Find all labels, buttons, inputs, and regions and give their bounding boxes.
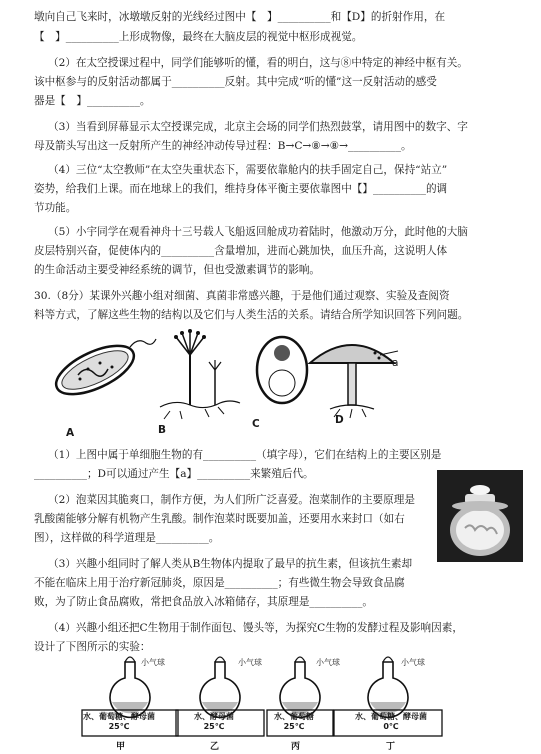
- penicillium-drawing: [160, 329, 240, 419]
- label-B: B: [158, 424, 167, 436]
- text-line: 【 】__________上形成物像，最终在大脑皮层的视觉中枢形成视觉。: [34, 31, 363, 43]
- text-line: （2）在太空授课过程中，同学们能够听的懂，看的明白，这与⑧中特定的神经中枢有关。: [48, 57, 468, 69]
- text-line: 该中枢参与的反射活动都属于__________反射。其中完成“听的懂”这一反射活动的感受: [34, 76, 437, 88]
- question-heading: 30.（8分）某课外兴趣小组对细菌、真菌非常感兴趣，于是他们通过观察、实验及查阅资: [34, 290, 450, 302]
- text-line: （3）当看到屏幕显示太空授课完成，北京主会场的同学们热烈鼓掌，请用图中的数字、字: [48, 121, 468, 133]
- text-line: （1）上图中属于单细胞生物的有__________（填字母），它们在结构上的主要区别是: [48, 449, 442, 461]
- yeast-drawing: [257, 337, 307, 403]
- label-C: C: [252, 418, 260, 430]
- flask-contents: 水、葡萄糖、酵母菌 25℃: [83, 712, 155, 731]
- text-line: （3）兴趣小组同时了解人类从B生物体内提取了最早的抗生素，但该抗生素却: [48, 558, 413, 570]
- text-line: （4）兴趣小组还把C生物用于制作面包、馒头等，为探究C生物的发酵过程及影响因素，: [48, 622, 463, 634]
- text-line: 图），这样做的科学道理是__________。: [34, 532, 220, 544]
- kimchi-jar-photo: [437, 470, 523, 562]
- balloon-label: 小气球: [316, 658, 340, 667]
- text-line: 母及箭头写出这一反射所产生的神经冲动传导过程：B→C→⑧→⑧→__________。: [34, 140, 412, 152]
- mushroom-drawing: [310, 345, 398, 418]
- text-line: 节功能。: [34, 202, 77, 214]
- flask-name: 甲: [116, 742, 126, 752]
- text-line: （2）泡菜因其脆爽口，制作方便，为人们所广泛喜爱。泡菜制作的主要原理是: [48, 494, 415, 506]
- text-line: __________；D可以通过产生【a】__________来繁殖后代。: [34, 468, 314, 480]
- balloon-label: 小气球: [401, 658, 425, 667]
- flask-contents: 水、葡萄糖 25℃: [274, 712, 314, 731]
- flask-name: 丙: [291, 742, 301, 752]
- label-D: D: [335, 414, 344, 426]
- text-line: 料等方式，了解这些生物的结构以及它们与人类生活的关系。请结合所学知识回答下列问题。: [34, 309, 469, 321]
- flask-contents: 水、酵母菌 25℃: [194, 712, 234, 731]
- text-line: 墩向自己飞来时，冰墩墩反射的光线经过图中【 】__________和【D】的折射作用，在: [34, 11, 446, 23]
- text-line: 姿势，给我们上课。而在地球上的我们，维持身体平衡主要依靠图中【】__________的调: [34, 183, 448, 195]
- balloon-label: 小气球: [238, 658, 262, 667]
- text-line: 皮层特别兴奋，促使体内的__________含量增加，进而心跳加快，血压升高，这说明人体: [34, 245, 448, 257]
- text-line: 的生命活动主要受神经系统的调节，但也受激素调节的影响。: [34, 264, 321, 276]
- text-line: 设计了下图所示的实验：: [34, 641, 151, 653]
- flask-contents: 水、葡萄糖、酵母菌 0℃: [355, 712, 427, 731]
- bacterium-drawing: [49, 336, 156, 404]
- text-line: 器是【 】__________。: [34, 95, 151, 107]
- text-line: （4）三位“太空教师”在太空失重状态下，需要依靠舱内的扶手固定自己，保持“站立”: [48, 164, 448, 176]
- flask-name: 丁: [386, 742, 396, 752]
- text-line: 不能在临床上用于治疗新冠肺炎，原因是__________；有些微生物会导致食品腐: [34, 577, 405, 589]
- label-A: A: [66, 427, 75, 439]
- flask-name: 乙: [210, 742, 220, 752]
- label-a: a: [392, 357, 399, 369]
- text-line: （5）小宇同学在观看神舟十三号载人飞船返回舱成功着陆时，他激动万分，此时他的大脑: [48, 226, 468, 238]
- text-line: 败，为了防止食品腐败，常把食品放入冰箱储存，其原理是__________。: [34, 596, 373, 608]
- text-line: 乳酸菌能够分解有机物产生乳酸。制作泡菜时既要加盖，还要用水来封口（如右: [34, 513, 405, 525]
- balloon-label: 小气球: [141, 658, 165, 667]
- organism-figure: [40, 325, 440, 425]
